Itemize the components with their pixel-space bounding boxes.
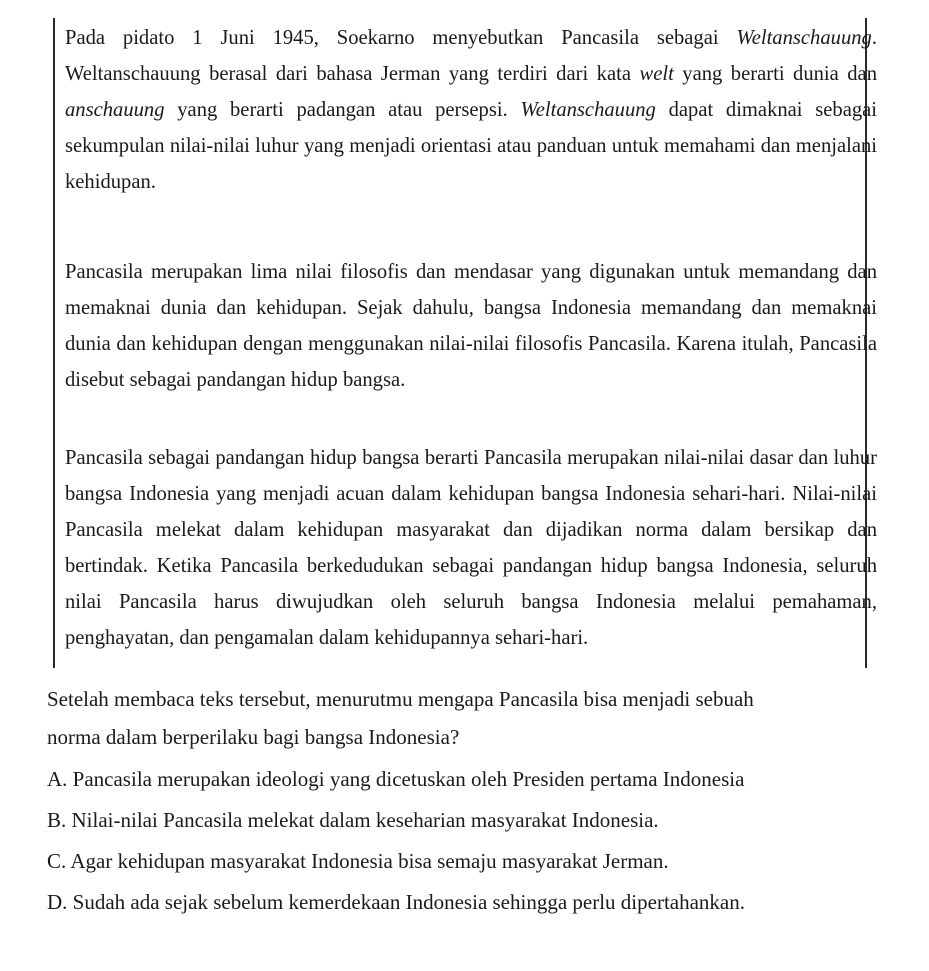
p1-definition: . Weltanschauung berasal dari bahasa Jerman yang terdiri dari kata: [65, 27, 877, 85]
p1-mid: yang berarti dunia dan: [673, 63, 877, 85]
answer-option-a[interactable]: A. Pancasila merupakan ideologi yang dicetuskan oleh Presiden pertama Indonesia: [47, 767, 745, 791]
question-line-2: norma dalam berperilaku bagi bangsa Indonesia?: [47, 725, 460, 749]
paragraph-2-text: Pancasila merupakan lima nilai filosofis dan mendasar yang digunakan untuk memandang dan memaknai dunia dan kehidupan. Sejak dahulu, bangsa Indonesia memandang dan memaknai dunia dan kehidupan dengan menggunakan nilai-nilai filosofis Pancasila. Karena itulah, Pancasila disebut sebagai pandangan hidup bangsa.: [65, 261, 877, 391]
p1-intro: Pada pidato 1 Juni 1945, Soekarno menyebutkan Pancasila sebagai: [65, 27, 737, 49]
paragraph-1-text: [65, 20, 877, 200]
passage-paragraph-3: [65, 440, 877, 656]
term-weltanschauung-2: Weltanschauung: [520, 99, 656, 121]
term-anschauung: anschauung: [65, 99, 165, 121]
answer-option-c[interactable]: C. Agar kehidupan masyarakat Indonesia bisa semaju masyarakat Jerman.: [47, 849, 669, 873]
p1-end: dapat dimaknai sebagai sekumpulan nilai-nilai luhur yang menjadi orientasi atau panduan untuk memahami dan menjalani kehidupan.: [65, 99, 877, 193]
question-line-1: Setelah membaca teks tersebut, menurutmu mengapa Pancasila bisa menjadi sebuah: [47, 687, 754, 711]
passage-paragraph-2: [65, 254, 877, 398]
question-prompt: [47, 680, 877, 756]
answer-option-b[interactable]: B. Nilai-nilai Pancasila melekat dalam keseharian masyarakat Indonesia.: [47, 808, 659, 832]
passage-paragraph-1: [65, 20, 877, 200]
paragraph-3-text: Pancasila sebagai pandangan hidup bangsa berarti Pancasila merupakan nilai-nilai dasar dan luhur bangsa Indonesia yang menjadi acuan dalam kehidupan bangsa Indonesia sehari-hari. Nilai-nilai Pancasila melekat dalam kehidupan masyarakat dan dijadikan norma dalam bersikap dan bertindak. Ketika Pancasila berkedudukan sebagai pandangan hidup bangsa Indonesia, seluruh nilai Pancasila harus diwujudkan oleh seluruh bangsa Indonesia melalui pemahaman, penghayatan, dan pengamalan dalam kehidupannya sehari-hari.: [65, 447, 877, 649]
reading-passage-box: [53, 18, 877, 668]
p1-mid2: yang berarti padangan atau persepsi.: [164, 99, 521, 121]
term-welt: welt: [639, 63, 674, 85]
term-weltanschauung: Weltanschauung: [736, 27, 872, 49]
answer-option-d[interactable]: D. Sudah ada sejak sebelum kemerdekaan Indonesia sehingga perlu dipertahankan.: [47, 890, 746, 914]
